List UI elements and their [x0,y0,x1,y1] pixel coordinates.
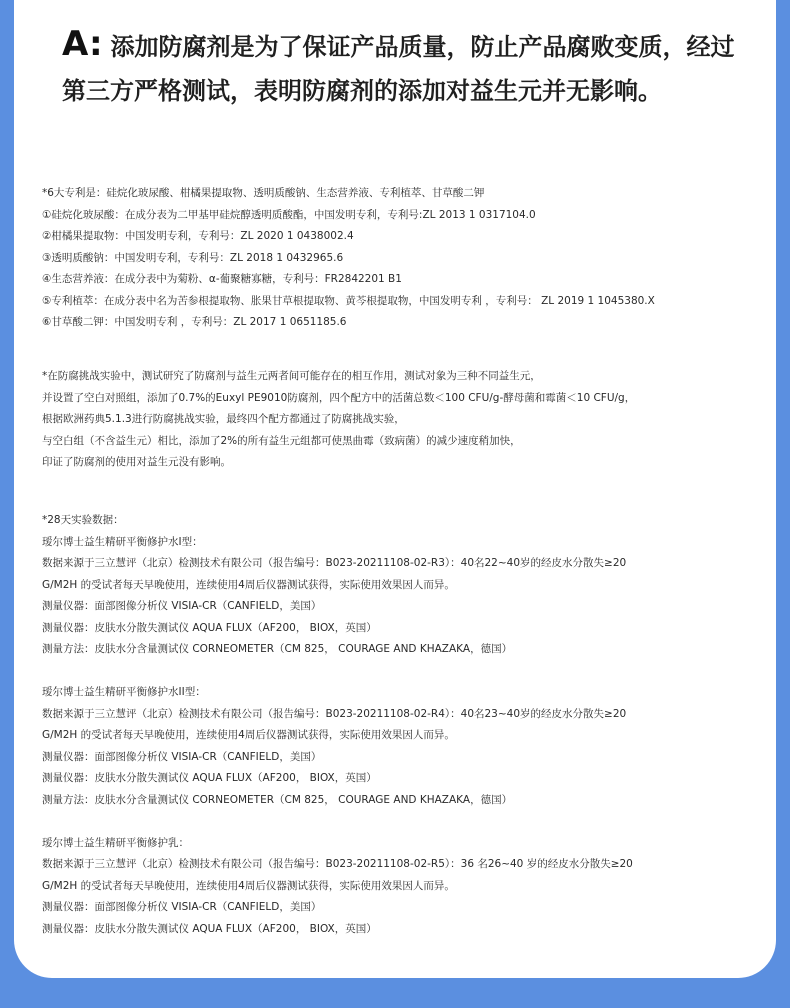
patent-note-line: ①硅烷化玻尿酸：在成分表为二甲基甲硅烷醇透明质酸酯，中国发明专利，专利号:ZL 2013 1 0317104.0 [42,208,536,221]
trial-line: 测量仪器：面部图像分析仪 VISIA-CR（CANFIELD，美国） [42,901,322,913]
product-name: 瑷尔博士益生精研平衡修护水I型： [42,535,203,548]
product-name: 瑷尔博士益生精研平衡修护水II型： [42,686,206,698]
trial-line: 测量仪器：皮肤水分散失测试仪 AQUA FLUX（AF200， BIOX，英国） [42,621,377,634]
trial-line: G/M2H 的受试者每天早晚使用，连续使用4周后仪器测试获得，实际使用效果因人而异。 [42,729,455,741]
challenge-note-line: *在防腐挑战实验中，测试研究了防腐剂与益生元两者间可能存在的相互作用，测试对象为三种不同益生元， [42,370,541,382]
patent-note-line: *6大专利是：硅烷化玻尿酸、柑橘果提取物、透明质酸钠、生态营养液、专利植萃、甘草酸二钾 [42,187,485,199]
trial-notes [42,510,757,940]
trial-line: G/M2H 的受试者每天早晚使用，连续使用4周后仪器测试获得，实际使用效果因人而异。 [42,879,455,892]
challenge-note-line: 与空白组（不含益生元）相比，添加了2%的所有益生元组都可使黑曲霉（致病菌）的减少速度稍加快， [42,434,521,447]
challenge-notes [42,366,757,474]
trial-line: 数据来源于三立慧评（北京）检测技术有限公司（报告编号：B023-20211108-02-R4）：40名23~40岁的经皮水分散失≥20 [42,707,627,720]
trial-line: 数据来源于三立慧评（北京）检测技术有限公司（报告编号：B023-20211108-02-R3）：40名22~40岁的经皮水分散失≥20 [42,557,627,569]
trial-line: 测量仪器：面部图像分析仪 VISIA-CR（CANFIELD，美国） [42,750,322,763]
trial-line: 测量方法：皮肤水分含量测试仪 CORNEOMETER（CM 825， COURAGE AND KHAZAKA，德国） [42,643,513,655]
patent-note-line: ⑤专利植萃：在成分表中名为苦参根提取物、胀果甘草根提取物、黄芩根提取物，中国发明专利 ，专利号： ZL 2019 1 1045380.X [42,294,655,307]
answer-line-2: 第三方严格测试，表明防腐剂的添加对益生元并无影响。 [62,77,662,105]
answer-text-1: 添加防腐剂是为了保证产品质量，防止产品腐败变质，经过 [110,33,735,61]
product-name: 瑷尔博士益生精研平衡修护乳： [42,836,189,849]
trial-line: 数据来源于三立慧评（北京）检测技术有限公司（报告编号：B023-20211108-02-R5）：36 名26~40 岁的经皮水分散失≥20 [42,858,633,870]
patent-note-line: ②柑橘果提取物：中国发明专利，专利号：ZL 2020 1 0438002.4 [42,230,354,242]
answer-line-1 [62,22,762,69]
patent-note-line: ④生态营养液：在成分表中为菊粉、α-葡聚糖寡糖，专利号：FR2842201 B1 [42,273,402,285]
trial-line: G/M2H 的受试者每天早晚使用，连续使用4周后仪器测试获得，实际使用效果因人而异。 [42,578,455,591]
patent-notes [42,183,757,334]
answer-block [62,22,762,113]
challenge-note-line: 印证了防腐剂的使用对益生元没有影响。 [42,456,231,468]
spacer [42,811,757,833]
challenge-note-line: 并设置了空白对照组，添加了0.7%的Euxyl PE9010防腐剂，四个配方中的活菌总数＜100 CFU/g-酵母菌和霉菌＜10 CFU/g， [42,391,636,404]
trial-line: 测量仪器：皮肤水分散失测试仪 AQUA FLUX（AF200， BIOX，英国） [42,772,377,784]
patent-note-line: ⑥甘草酸二钾：中国发明专利 ，专利号：ZL 2017 1 0651185.6 [42,316,347,328]
trial-heading: *28天实验数据： [42,514,124,526]
answer-label: A: [62,24,103,64]
trial-line: 测量仪器：面部图像分析仪 VISIA-CR（CANFIELD，美国） [42,600,322,612]
trial-line: 测量方法：皮肤水分含量测试仪 CORNEOMETER（CM 825， COURAGE AND KHAZAKA，德国） [42,793,513,806]
trial-line: 测量仪器：皮肤水分散失测试仪 AQUA FLUX（AF200， BIOX，英国） [42,922,377,935]
challenge-note-line: 根据欧洲药典5.1.3进行防腐挑战实验，最终四个配方都通过了防腐挑战实验， [42,413,405,425]
spacer [42,661,757,683]
patent-note-line: ③透明质酸钠：中国发明专利，专利号：ZL 2018 1 0432965.6 [42,251,344,264]
